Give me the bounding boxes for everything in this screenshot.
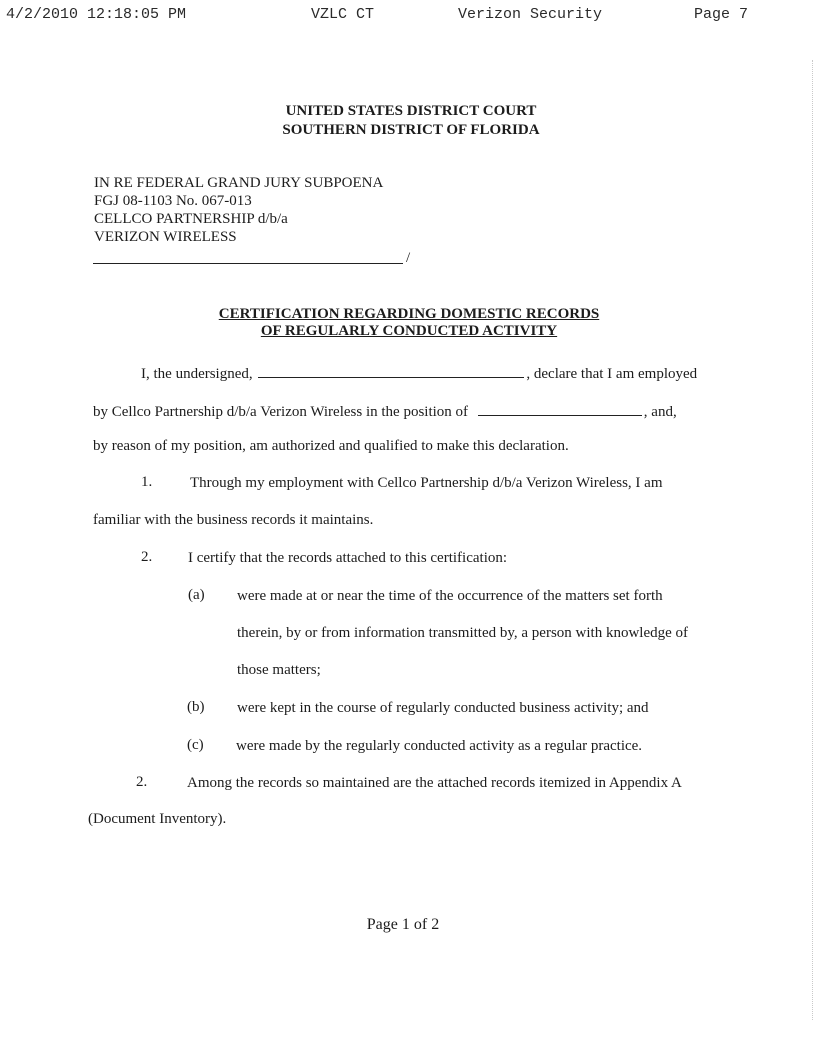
caption-line-subpoena: IN RE FEDERAL GRAND JURY SUBPOENA (94, 175, 384, 191)
item-c-label: (c) (187, 737, 204, 753)
declaration-text-and: , and, (643, 404, 677, 420)
paragraph-1-line-2: familiar with the business records it maintains. (93, 512, 374, 528)
item-a-label: (a) (188, 587, 205, 603)
position-blank (478, 402, 642, 416)
declaration-line-3: by reason of my position, am authorized and qualified to make this declaration. (93, 438, 569, 454)
caption-line-party: CELLCO PARTNERSHIP d/b/a (94, 211, 288, 227)
item-a-line-2: therein, by or from information transmitted by, a person with knowledge of (237, 625, 689, 641)
paragraph-2-text: I certify that the records attached to this certification: (188, 550, 508, 566)
caption-rule (93, 263, 403, 264)
case-caption (94, 174, 383, 246)
paragraph-1-number: 1. (141, 474, 153, 490)
fax-header (0, 6, 816, 26)
page-footer: Page 1 of 2 (366, 916, 440, 933)
paragraph-1-line-1: Through my employment with Cellco Partnership d/b/a Verizon Wireless, I am (190, 475, 663, 491)
item-b-label: (b) (187, 699, 205, 715)
title-line-2: OF REGULARLY CONDUCTED ACTIVITY (260, 323, 558, 339)
item-b-text: were kept in the course of regularly conducted business activity; and (237, 700, 649, 716)
fax-datetime: 4/2/2010 12:18:05 PM (6, 6, 187, 23)
caption-line-case-number: FGJ 08-1103 No. 067-013 (94, 193, 252, 209)
paragraph-3-line-1: Among the records so maintained are the attached records itemized in Appendix A (187, 775, 682, 791)
caption-line-party-dba: VERIZON WIRELESS (94, 229, 237, 245)
name-blank (258, 364, 524, 378)
declaration-text-employed: , declare that I am employed (526, 366, 698, 382)
declaration-line-1 (141, 364, 697, 383)
fax-page-number: Page 7 (694, 6, 749, 23)
paragraph-3-line-2: (Document Inventory). (88, 811, 227, 827)
scan-edge-artifact (812, 60, 816, 1020)
title-line-1: CERTIFICATION REGARDING DOMESTIC RECORDS (218, 306, 600, 322)
court-name: UNITED STATES DISTRICT COURT (285, 103, 537, 119)
item-a-line-3: those matters; (237, 662, 321, 678)
paragraph-3-number: 2. (136, 774, 148, 790)
declaration-text-position: by Cellco Partnership d/b/a Verizon Wireless in the position of (93, 404, 469, 420)
item-a-line-1: were made at or near the time of the occurrence of the matters set forth (237, 588, 663, 604)
fax-sender: VZLC CT (311, 6, 375, 23)
fax-recipient: Verizon Security (458, 6, 603, 23)
court-district: SOUTHERN DISTRICT OF FLORIDA (282, 122, 540, 138)
declaration-line-2 (93, 402, 677, 421)
item-c-text: were made by the regularly conducted activity as a regular practice. (236, 738, 643, 754)
paragraph-2-number: 2. (141, 549, 153, 565)
document-title (0, 306, 816, 340)
declaration-text-undersigned: I, the undersigned, (141, 366, 253, 382)
caption-slash: / (406, 250, 411, 266)
court-heading (0, 102, 816, 140)
